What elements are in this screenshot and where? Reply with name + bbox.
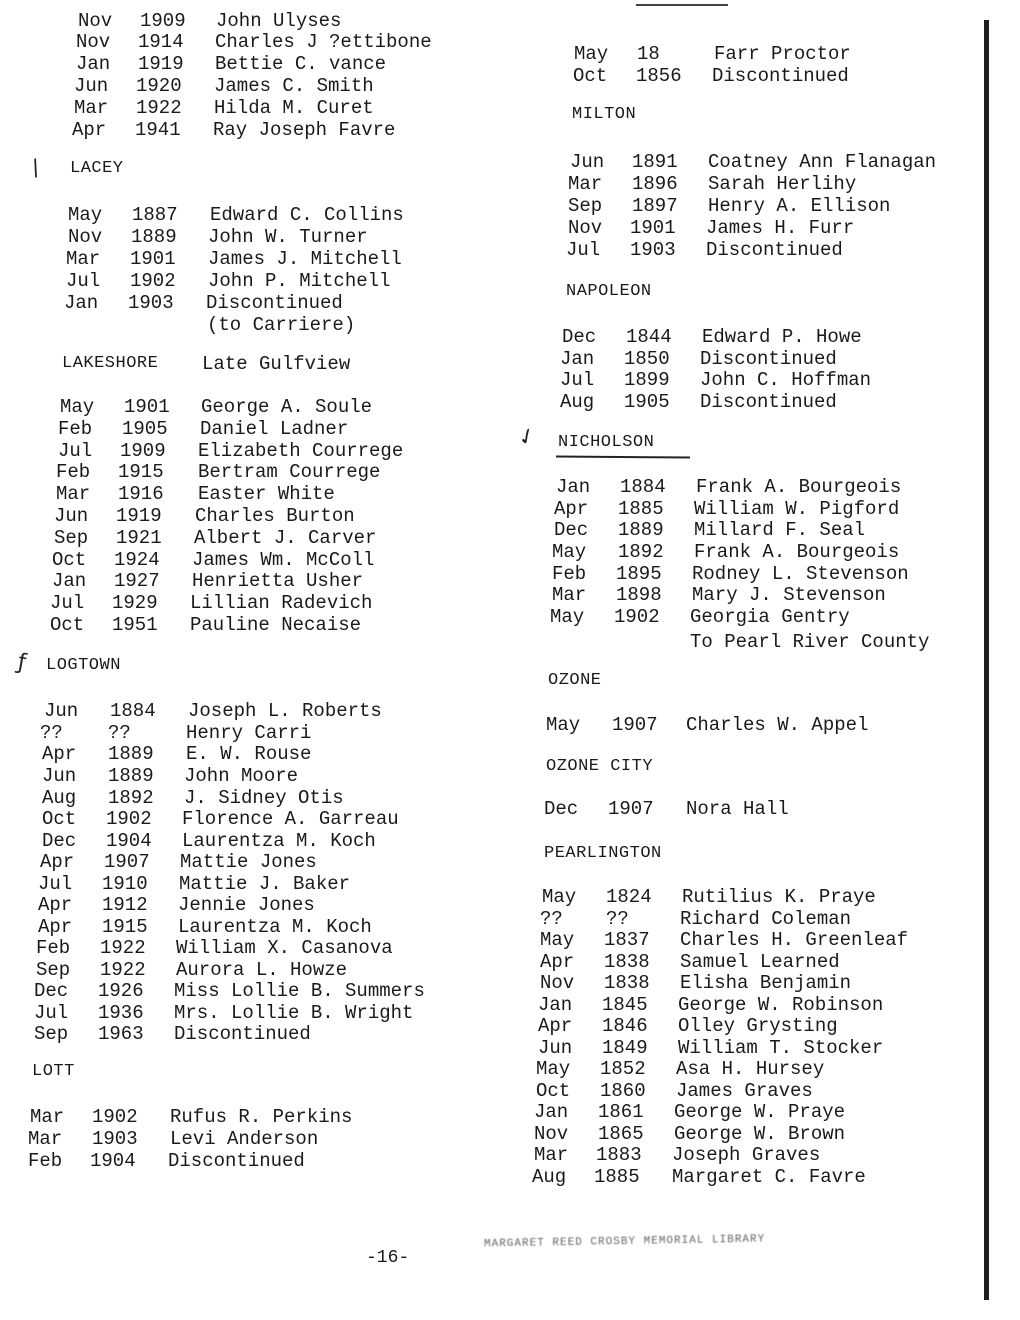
section-note: Late Gulfview xyxy=(202,353,351,375)
library-stamp: MARGARET REED CROSBY MEMORIAL LIBRARY xyxy=(483,1233,766,1251)
section-heading-lakeshore: LAKESHORE Late Gulfview xyxy=(62,353,351,375)
section-heading-logtown: LOGTOWN xyxy=(46,656,121,675)
heading-underline xyxy=(556,456,690,459)
section-heading-napoleon: NAPOLEON xyxy=(566,282,652,301)
section-heading-ozone: OZONE xyxy=(548,671,602,690)
section-heading-ozone-city: OZONE CITY xyxy=(546,757,654,776)
check-mark-icon: ✓ xyxy=(513,422,541,453)
page-number: -16- xyxy=(366,1248,410,1268)
check-mark-icon: / xyxy=(27,155,44,182)
section-heading-pearlington: PEARLINGTON xyxy=(544,844,662,863)
left-column: Nov 1909 John Ulyses Nov 1914 Charles J ?ettibone Jan 1919 Bettie C. vance Jun 1920 James C. Smith Mar 1922 Hilda M. Curet Apr 1941 Ray Joseph Favre / LACEY May 1887 Edward C. Collins Nov 1889 John W. Turner Mar 1901 James J. Mitchell Jul 1902 John P. Mitchell Jan 1903 Discontinued (to Carriere) LAKESHORE Late Gulfview May 1901 George A. Soule Feb 1905 Daniel Ladner Jul 1909 Elizabeth Courrege Feb 1915 Bertram Courrege Mar 1916 Easter White Jun 1919 Charles Burton Sep 1921 Albert J. Carver Oct 1924 James Wm. McColl Jan 1927 Henrietta Usher Jul 1929 Lillian Radevich Oct 1951 Pauline Necaise ƒ LOGTOWN Jun 1884 Joseph L. Roberts ?? ?? Henry Carri Apr 1889 E. W. Rouse Jun 1889 John Moore Aug 1892 J. Sidney Otis Oct 1902 Florence A. Garreau Dec 1904 Laurentza M. Koch Apr 1907 Mattie Jones Jul 1910 Mattie J. Baker Apr 1912 Jennie Jones Apr 1915 Laurentza M. Koch Feb 1922 William X. Casanova Sep 1922 Aurora L. Howze Dec 1926 Miss Lollie B. Summers Jul 1936 Mrs. Lollie B. Wright Sep 1963 Discontinued LOTT Mar 1902 Rufus R. Perkins Mar 1903 Levi Anderson Feb 1904 Discontinued xyxy=(15,10,432,1172)
section-heading-lott: LOTT xyxy=(32,1062,75,1081)
section-heading-nicholson: NICHOLSON xyxy=(558,433,655,452)
check-mark-icon: ƒ xyxy=(15,649,28,676)
right-column: May 18 Farr Proctor Oct 1856 Discontinued MILTON Jun 1891 Coatney Ann Flanagan Mar 1896 Sarah Herlihy Sep 1897 Henry A. Ellison Nov 1901 James H. Furr Jul 1903 Discontinued NAPOLEON Dec 1844 Edward P. Howe Jan 1850 Discontinued Jul 1899 John C. Hoffman Aug 1905 Discontinued ✓ NICHOLSON Jan 1884 Frank A. Bourgeois Apr 1885 William W. Pigford Dec 1889 Millard F. Seal May 1892 Frank A. Bourgeois Feb 1895 Rodney L. Stevenson Mar 1898 Mary J. Stevenson May 1902 Georgia Gentry To Pearl River County OZONE May 1907 Charles W. Appel OZONE CITY Dec 1907 Nora Hall PEARLINGTON May 1824 Rutilius K. Praye ?? ?? Richard Coleman May 1837 Charles H. Greenleaf Apr 1838 Samuel Learned Nov 1838 Elisha Benjamin Jan 1845 George W. Robinson Apr 1846 Olley Grysting Jun 1849 William T. Stocker May 1852 Asa H. Hursey Oct 1860 James Graves Jan 1861 George W. Praye Nov 1865 George W. Brown Mar 1883 Joseph Graves Aug 1885 Margaret C. Favre xyxy=(513,43,937,1188)
section-heading-lacey: LACEY xyxy=(70,159,124,178)
section-heading-milton: MILTON xyxy=(572,105,637,124)
